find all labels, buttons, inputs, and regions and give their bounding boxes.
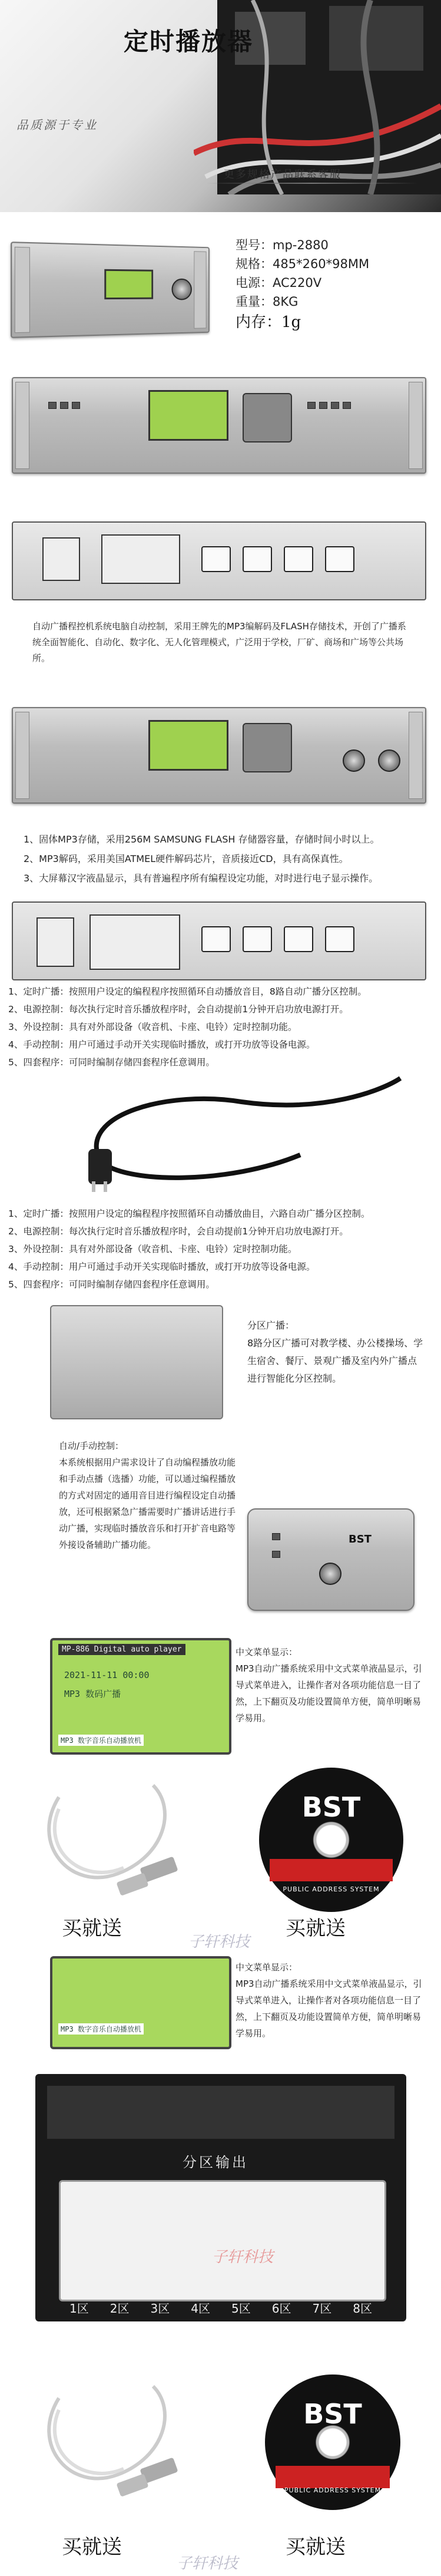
manual-panel-image xyxy=(247,1508,415,1611)
list-item: 3、外设控制：具有对外部设备（收音机、卡座、电铃）定时控制功能。 xyxy=(8,1244,297,1254)
lcd-screen xyxy=(148,720,228,771)
zone-label: 6区 xyxy=(271,2301,291,2316)
power-socket xyxy=(201,926,231,952)
volume-knob xyxy=(378,749,400,772)
feature-list-b xyxy=(8,983,432,1071)
list-item: 1、定时广播：按照用户设定的编程程序按照循环自动播放音目，8路自动广播分区控制。 xyxy=(8,986,367,997)
watermark: 子轩科技 xyxy=(212,2248,274,2266)
list-item: 1、定时广播：按照用户设定的编程程序按照循环自动播放曲目，六路自动广播分区控制。 xyxy=(8,1208,370,1219)
rack-ear-right xyxy=(194,251,206,329)
navigation-pad xyxy=(243,393,292,442)
gift-label-left: 买就送 xyxy=(62,2535,122,2559)
slogan-text: 品质源于专业 xyxy=(16,118,98,132)
rear-panel-image-2 xyxy=(12,901,426,980)
watermark: 子轩科技 xyxy=(177,2555,238,2572)
lcd-line-2: MP3 数码广播 xyxy=(64,1689,121,1699)
power-socket xyxy=(325,926,354,952)
lcd-desc-heading: 中文菜单显示： xyxy=(236,1962,298,1973)
zone-label: 3区 xyxy=(150,2301,170,2316)
cd-text: PUBLIC ADDRESS SYSTEM xyxy=(283,1885,380,1893)
zone-label: 8区 xyxy=(353,2301,372,2316)
gift-label-right: 买就送 xyxy=(286,1917,346,1940)
lcd-brand: MP-886 Digital auto player xyxy=(58,1644,185,1655)
list-item: 5、四套程序：可同时编制存储四套程序任意调用。 xyxy=(8,1279,215,1290)
watermark: 子轩科技 xyxy=(188,1933,250,1951)
cd-brand: BST xyxy=(303,2398,362,2430)
power-socket xyxy=(284,546,313,572)
volume-knob xyxy=(343,749,365,772)
panel-button xyxy=(307,402,316,409)
power-cable-image xyxy=(53,1066,406,1196)
list-item: 2、MP3解码，采用美国ATMEL硬件解码芯片，音质接近CD，具有高保真性。 xyxy=(24,853,349,864)
lcd-screen xyxy=(148,390,228,441)
cd-band xyxy=(276,2466,390,2488)
intro-paragraph: 自动广播程控机系统电脑自动控制，采用王牌先的MP3编解码及FLASH存储技术，开创了广播系统全面智能化、自动化、数字化、无人化管理模式，广泛用于学校，厂矿、商场和广场等公共场所。 xyxy=(32,621,406,663)
cd-disc-image-2 xyxy=(265,2374,400,2510)
usb-cable-image-2 xyxy=(35,2374,188,2504)
manual-description xyxy=(59,1438,236,1553)
rack-ear-left xyxy=(15,712,29,799)
lcd-description-2 xyxy=(236,1959,424,2042)
spec-memory: 内存：1g xyxy=(236,313,301,331)
zone-label: 4区 xyxy=(191,2301,210,2316)
rear-panel-image-1 xyxy=(12,521,426,600)
cd-band xyxy=(270,1859,393,1881)
gift-label-left: 买就送 xyxy=(62,1917,122,1940)
audio-jacks xyxy=(37,917,74,967)
product-front-image xyxy=(11,242,210,338)
terminal-block xyxy=(89,914,180,970)
zone-description xyxy=(247,1317,424,1388)
lcd-line-1: 2021-11-11 00:00 xyxy=(64,1670,150,1680)
panel-button xyxy=(72,402,80,409)
divider xyxy=(206,183,418,184)
bst-label: BST xyxy=(349,1533,372,1545)
manual-heading: 自动/手动控制： xyxy=(59,1441,124,1451)
terminal-block xyxy=(59,2180,386,2301)
spec-model: 型号：mp-2880 xyxy=(236,238,329,252)
panel-button xyxy=(48,402,57,409)
power-socket xyxy=(284,926,313,952)
zone-output-title: 分区输出 xyxy=(183,2154,248,2171)
navigation-pad xyxy=(243,723,292,772)
lcd-description-1 xyxy=(236,1644,424,1726)
zone-output-image xyxy=(35,2074,406,2321)
rack-ear-right xyxy=(409,712,423,799)
screw-row xyxy=(47,2086,394,2139)
lcd-desc-text: MP3自动广播系统采用中文式菜单液晶显示，引导式菜单进入，让操作者对各项功能信息一目了然，上下翻页及功能设置简单方便，简单明晰易学易用。 xyxy=(236,1663,422,1723)
manual-text: 本系统根据用户需求设计了自动编程播放功能和手动点播（选播）功能，可以通过编程播放的方式对固定的通用音目进行编程设定自动播放，还可根据紧急广播需要时广播讲话进行手动广播，实现临时播放音乐和打开扩音电路等外接设备辅助广播功能。 xyxy=(59,1457,236,1550)
header-banner xyxy=(0,0,441,212)
list-item: 2、电源控制：每次执行定时音乐播放程序时，会自动提前1分钟开启功放电源打开。 xyxy=(8,1004,349,1015)
lcd-screen xyxy=(104,269,153,299)
rack-ear-left xyxy=(15,382,29,469)
gift-label-right: 买就送 xyxy=(286,2535,346,2559)
lcd-display-image-2 xyxy=(50,1956,231,2049)
panel-button xyxy=(60,402,68,409)
list-item: 5、四套程序：可同时编制存储四套程序任意调用。 xyxy=(8,1057,215,1068)
zone-label: 2区 xyxy=(110,2301,130,2316)
front-panel-image-2 xyxy=(12,707,426,804)
lcd-footer: MP3 数字音乐自动播放机 xyxy=(58,2023,144,2035)
list-item: 4、手动控制：用户可通过手动开关实现临时播放，或打开功放等设备电源。 xyxy=(8,1039,316,1050)
zone-heading: 分区广播： xyxy=(247,1320,295,1331)
knob xyxy=(319,1563,341,1585)
zone-label: 1区 xyxy=(69,2301,89,2316)
zone-label: 7区 xyxy=(312,2301,332,2316)
zone-labels xyxy=(59,2299,383,2316)
zone-text: 8路分区广播可对教学楼、办公楼操场、学生宿舍、餐厅、景观广播及室内外广播点进行智能化分区控制。 xyxy=(247,1337,423,1384)
cd-text: PUBLIC ADDRESS SYSTEM xyxy=(284,2486,382,2494)
feature-list-c xyxy=(8,1205,432,1293)
lcd-display-image-1 xyxy=(50,1638,231,1755)
spec-power: 电源：AC220V xyxy=(236,276,322,290)
panel-button xyxy=(331,402,339,409)
cd-disc-image xyxy=(259,1768,403,1912)
spec-weight: 重量：8KG xyxy=(236,295,299,309)
rack-ear-right xyxy=(409,382,423,469)
zone-label: 5区 xyxy=(231,2301,251,2316)
list-item: 1、固体MP3存储，采用256M SAMSUNG FLASH 存储器容量，存储时间小时以上。 xyxy=(24,834,380,845)
panel-button xyxy=(272,1533,280,1540)
power-socket xyxy=(243,926,272,952)
feature-list-a xyxy=(24,830,424,888)
lcd-desc-heading: 中文菜单显示： xyxy=(236,1647,298,1657)
power-socket xyxy=(325,546,354,572)
panel-button xyxy=(319,402,327,409)
spec-size: 规格：485*260*98MM xyxy=(236,257,370,271)
power-socket xyxy=(201,546,231,572)
rack-ear-left xyxy=(15,247,30,333)
lcd-footer: MP3 数字音乐自动播放机 xyxy=(58,1735,144,1746)
power-socket xyxy=(243,546,272,572)
zone-panel-image xyxy=(50,1305,223,1419)
more-spec-text: 更多规格产品联系客服 xyxy=(224,169,341,181)
list-item: 3、大屏幕汉字液晶显示，具有普遍程序所有编程设定功能，对时进行电子显示操作。 xyxy=(24,873,379,884)
volume-knob xyxy=(172,279,192,300)
front-panel-image-1 xyxy=(12,377,426,474)
list-item: 2、电源控制：每次执行定时音乐播放程序时，会自动提前1分钟开启功放电源打开。 xyxy=(8,1226,349,1237)
panel-button xyxy=(343,402,351,409)
usb-cable-image xyxy=(35,1774,188,1903)
panel-button xyxy=(272,1551,280,1558)
list-item: 4、手动控制：用户可通过手动开关实现临时播放，或打开功放等设备电源。 xyxy=(8,1261,316,1272)
audio-jacks xyxy=(42,537,80,581)
terminal-block xyxy=(101,534,180,584)
lcd-desc-text: MP3自动广播系统采用中文式菜单液晶显示，引导式菜单进入，让操作者对各项功能信息一目了然，上下翻页及功能设置简单方便，简单明晰易学易用。 xyxy=(236,1979,422,2039)
page-title: 定时播放器 xyxy=(124,27,254,56)
list-item: 3、外设控制：具有对外部设备（收音机、卡座、电铃）定时控制功能。 xyxy=(8,1022,297,1032)
cd-brand: BST xyxy=(301,1791,361,1823)
